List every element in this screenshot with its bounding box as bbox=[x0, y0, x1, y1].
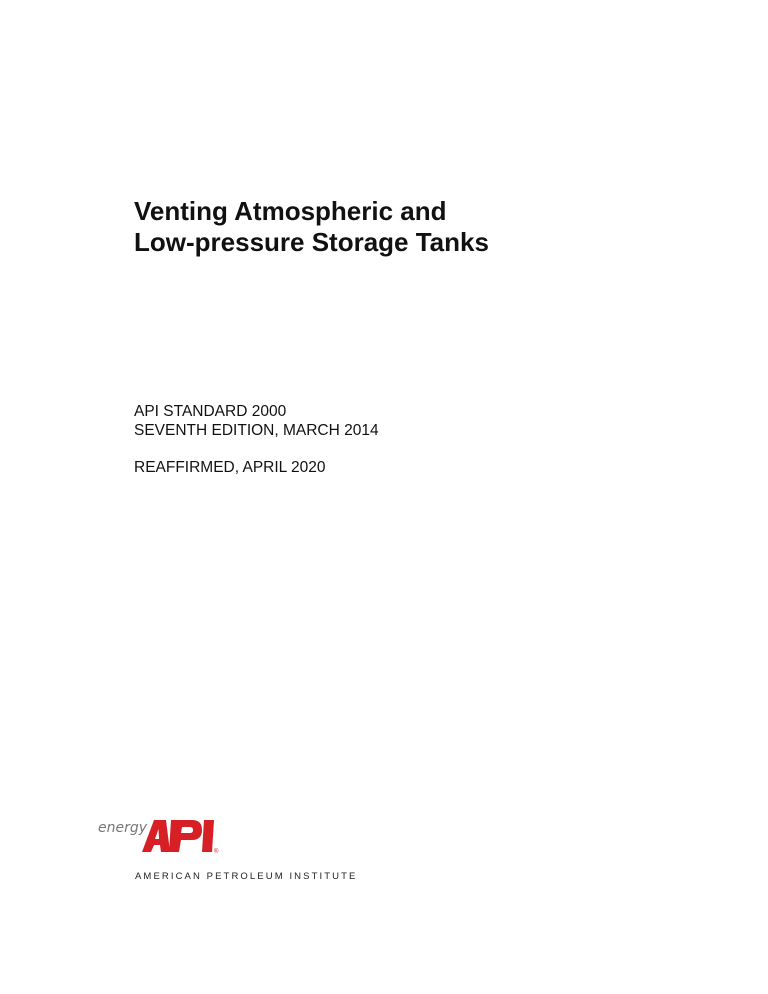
title-line-2: Low-pressure Storage Tanks bbox=[134, 227, 489, 257]
api-logo bbox=[98, 816, 358, 886]
title-line-1: Venting Atmospheric and bbox=[134, 196, 447, 226]
reaffirmed: REAFFIRMED, APRIL 2020 bbox=[134, 459, 326, 476]
registered-mark: ® bbox=[214, 849, 219, 855]
edition: SEVENTH EDITION, MARCH 2014 bbox=[134, 422, 379, 439]
standard-number: API STANDARD 2000 bbox=[134, 403, 287, 420]
standard-info bbox=[134, 402, 379, 440]
api-mark-icon bbox=[140, 818, 219, 855]
institute-name: AMERICAN PETROLEUM INSTITUTE bbox=[135, 871, 358, 882]
energy-text: energy bbox=[98, 820, 148, 836]
document-title bbox=[134, 196, 489, 258]
